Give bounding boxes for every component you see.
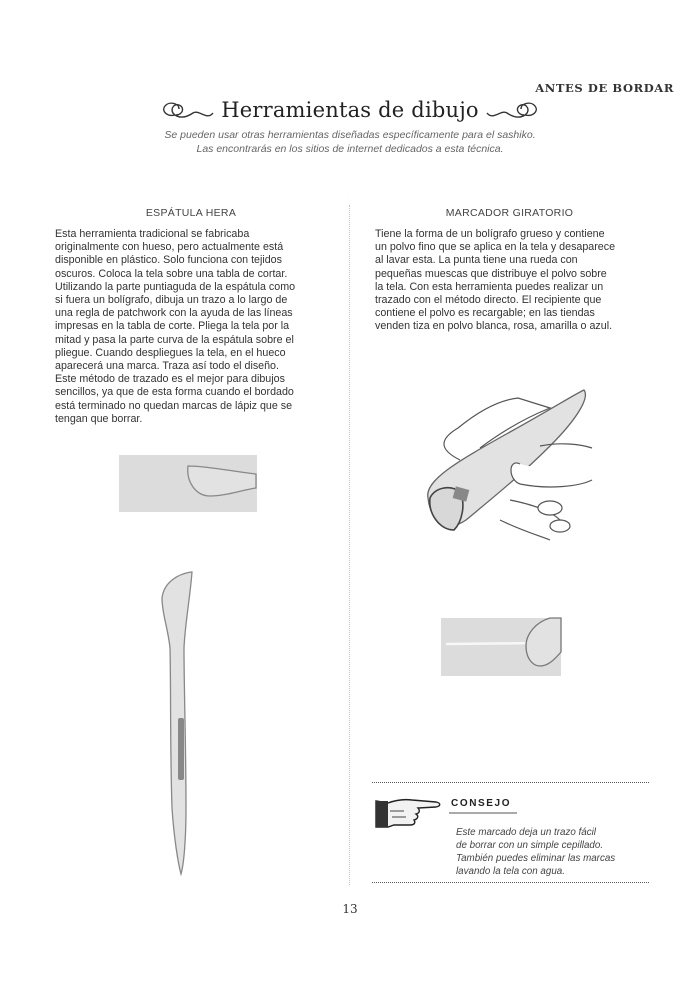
fingernail-icon <box>538 501 562 515</box>
chalk-line <box>446 643 538 644</box>
thumb-icon <box>511 463 592 487</box>
text-line: la tela. Con esta herramienta puedes realizar un <box>375 280 604 293</box>
page-title: Herramientas de dibujo <box>221 98 479 122</box>
subtitle-line: Se pueden usar otras herramientas diseñadas específicamente para el sashiko. <box>164 129 536 141</box>
text-line: al lavar esta. La punta tiene una rueda con <box>375 254 578 267</box>
text-line: Utilizando la parte puntiaguda de la espátula como <box>55 280 296 293</box>
text-line: oscuros. Coloca la tela sobre una tabla de cortar. <box>55 267 288 280</box>
heading-espatula-hera: ESPÁTULA HERA <box>145 207 237 219</box>
text-line: si fuera un bolígrafo, dibuja un trazo a lo largo de <box>55 294 288 307</box>
fingernail-icon <box>550 520 570 532</box>
running-head: ANTES DE BORDAR <box>535 81 674 95</box>
text-line: trazado con el método directo. El recipiente que <box>375 294 602 307</box>
text-line: Este marcado deja un trazo fácil <box>456 827 596 838</box>
text-line: tengan que borrar. <box>55 412 143 425</box>
column-divider <box>349 205 350 885</box>
hand-holding-marker-illustration <box>400 380 600 550</box>
tip-top-rule <box>372 782 649 783</box>
text-line: impresas en la tabla de corte. Pliega la tela por la <box>55 320 290 333</box>
text-line: una regla de patchwork con la ayuda de las líneas <box>55 307 293 320</box>
heading-marcador-giratorio: MARCADOR GIRATORIO <box>445 207 574 219</box>
text-line: pequeñas muescas que distribuye el polvo sobre <box>375 267 607 280</box>
page-number: 13 <box>342 902 358 916</box>
espatula-hera-illustration <box>158 568 204 880</box>
subtitle-line: Las encontrarás en los sitios de internet dedicados a esta técnica. <box>196 143 504 155</box>
text-line: un polvo fino que se aplica en la tela y desaparece <box>375 241 616 254</box>
spatula-body-icon <box>162 572 192 874</box>
subtitle <box>0 128 700 156</box>
tip-text <box>456 826 646 878</box>
text-line: sencillos, ya que de esta forma cuando el bordado <box>55 386 294 399</box>
text-line: está terminado no quedan marcas de lápiz que se <box>55 399 293 412</box>
tip-heading-underline <box>449 812 517 814</box>
text-line: originalmente con hueso, pero actualmente está <box>55 241 284 254</box>
text-line: venden tiza en polvo blanca, rosa, amarilla o azul. <box>375 320 613 333</box>
text-line: Tiene la forma de un bolígrafo grueso y contiene <box>375 228 605 240</box>
spatula-grip-icon <box>178 718 184 780</box>
text-line: aparecerá una marca. Traza así todo el diseño. <box>55 360 279 373</box>
title-row <box>0 98 700 122</box>
text-line: Este método de trazado es el mejor para dibujos <box>55 373 285 386</box>
text-line: contiene el polvo es recargable; en las tiendas <box>375 307 595 320</box>
marcador-giratorio-text <box>375 228 615 334</box>
espatula-hera-text <box>55 228 295 426</box>
text-line: disponible en plástico. Solo funciona con tejidos <box>55 254 282 267</box>
text-line: lavando la tela con agua. <box>456 866 565 877</box>
text-line: pliegue. Cuando despliegues la tela, en el hueco <box>55 346 286 359</box>
marker-on-fabric-illustration <box>440 616 564 678</box>
text-line: mitad y pasa la parte curva de la espátula sobre el <box>55 333 294 346</box>
left-flourish-ornament-icon <box>159 99 215 121</box>
text-line: También puedes eliminar las marcas <box>456 853 616 864</box>
spatula-on-fabric-illustration <box>118 452 260 514</box>
pointing-hand-icon <box>374 797 442 831</box>
tip-heading: CONSEJO <box>451 798 512 809</box>
right-flourish-ornament-icon <box>485 99 541 121</box>
text-line: Esta herramienta tradicional se fabricaba <box>55 228 250 240</box>
text-line: de borrar con un simple cepillado. <box>456 840 604 851</box>
tip-bottom-rule <box>372 882 649 883</box>
